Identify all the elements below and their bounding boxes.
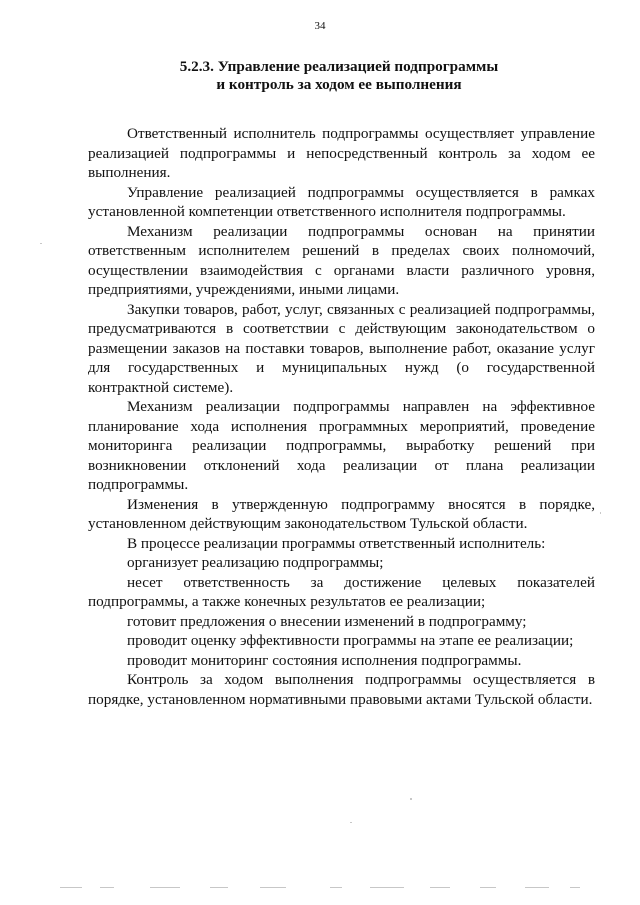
paragraph: Механизм реализации подпрограммы направлен на эффективное планирование хода исполнения программных мероприятий, проведение мониторинга реализации подпрограммы, выработку решений при возникновении отклонений хода реализации от плана реализации подпрограммы. — [88, 398, 595, 493]
paragraph: организует реализацию подпрограммы; — [127, 554, 384, 571]
body-text — [88, 124, 595, 709]
paragraph: проводит мониторинг состояния исполнения подпрограммы. — [127, 651, 522, 669]
paragraph: Ответственный исполнитель подпрограммы осуществляет управление реализацией подпрограммы и непосредственный контроль за ходом ее выполнения. — [88, 125, 595, 181]
paragraph: готовит предложения о внесении изменений в подпрограмму; — [127, 612, 527, 630]
paragraph: В процессе реализации программы ответственный исполнитель: — [127, 534, 546, 552]
section-heading-line-2: и контроль за ходом ее выполнения — [216, 75, 462, 93]
section-heading — [88, 58, 590, 93]
paragraph: несет ответственность за достижение целевых показателей подпрограммы, а также конечных результатов ее реализации; — [88, 573, 595, 610]
paragraph: Механизм реализации подпрограммы основан на принятии ответственным исполнителем решений в пределах своих полномочий, осуществлении взаимодействия с органами власти различного уровня, предприятиями, учреждениями, иными лицами. — [88, 222, 595, 298]
paragraph: Контроль за ходом выполнения подпрограммы осуществляется в порядке, установленном нормативными правовыми актами Тульской области. — [88, 671, 595, 708]
paragraph: Управление реализацией подпрограммы осуществляется в рамках установленной компетенции ответственного исполнителя подпрограммы. — [88, 183, 595, 220]
section-heading-line-1: 5.2.3. Управление реализацией подпрограммы — [179, 58, 499, 75]
page-number: 34 — [314, 20, 326, 32]
paragraph: Закупки товаров, работ, услуг, связанных с реализацией подпрограммы, предусматриваются в соответствии с действующим законодательством о размещении заказов на поставки товаров, выполнение работ, оказание услуг для государственных и муниципальных нужд (о государственной контрактной системе). — [88, 300, 595, 396]
paragraph: проводит оценку эффективности программы на этапе ее реализации; — [127, 632, 574, 649]
paragraph: Изменения в утвержденную подпрограмму вносятся в порядке, установленном действующим законодательством Тульской области. — [88, 495, 595, 532]
